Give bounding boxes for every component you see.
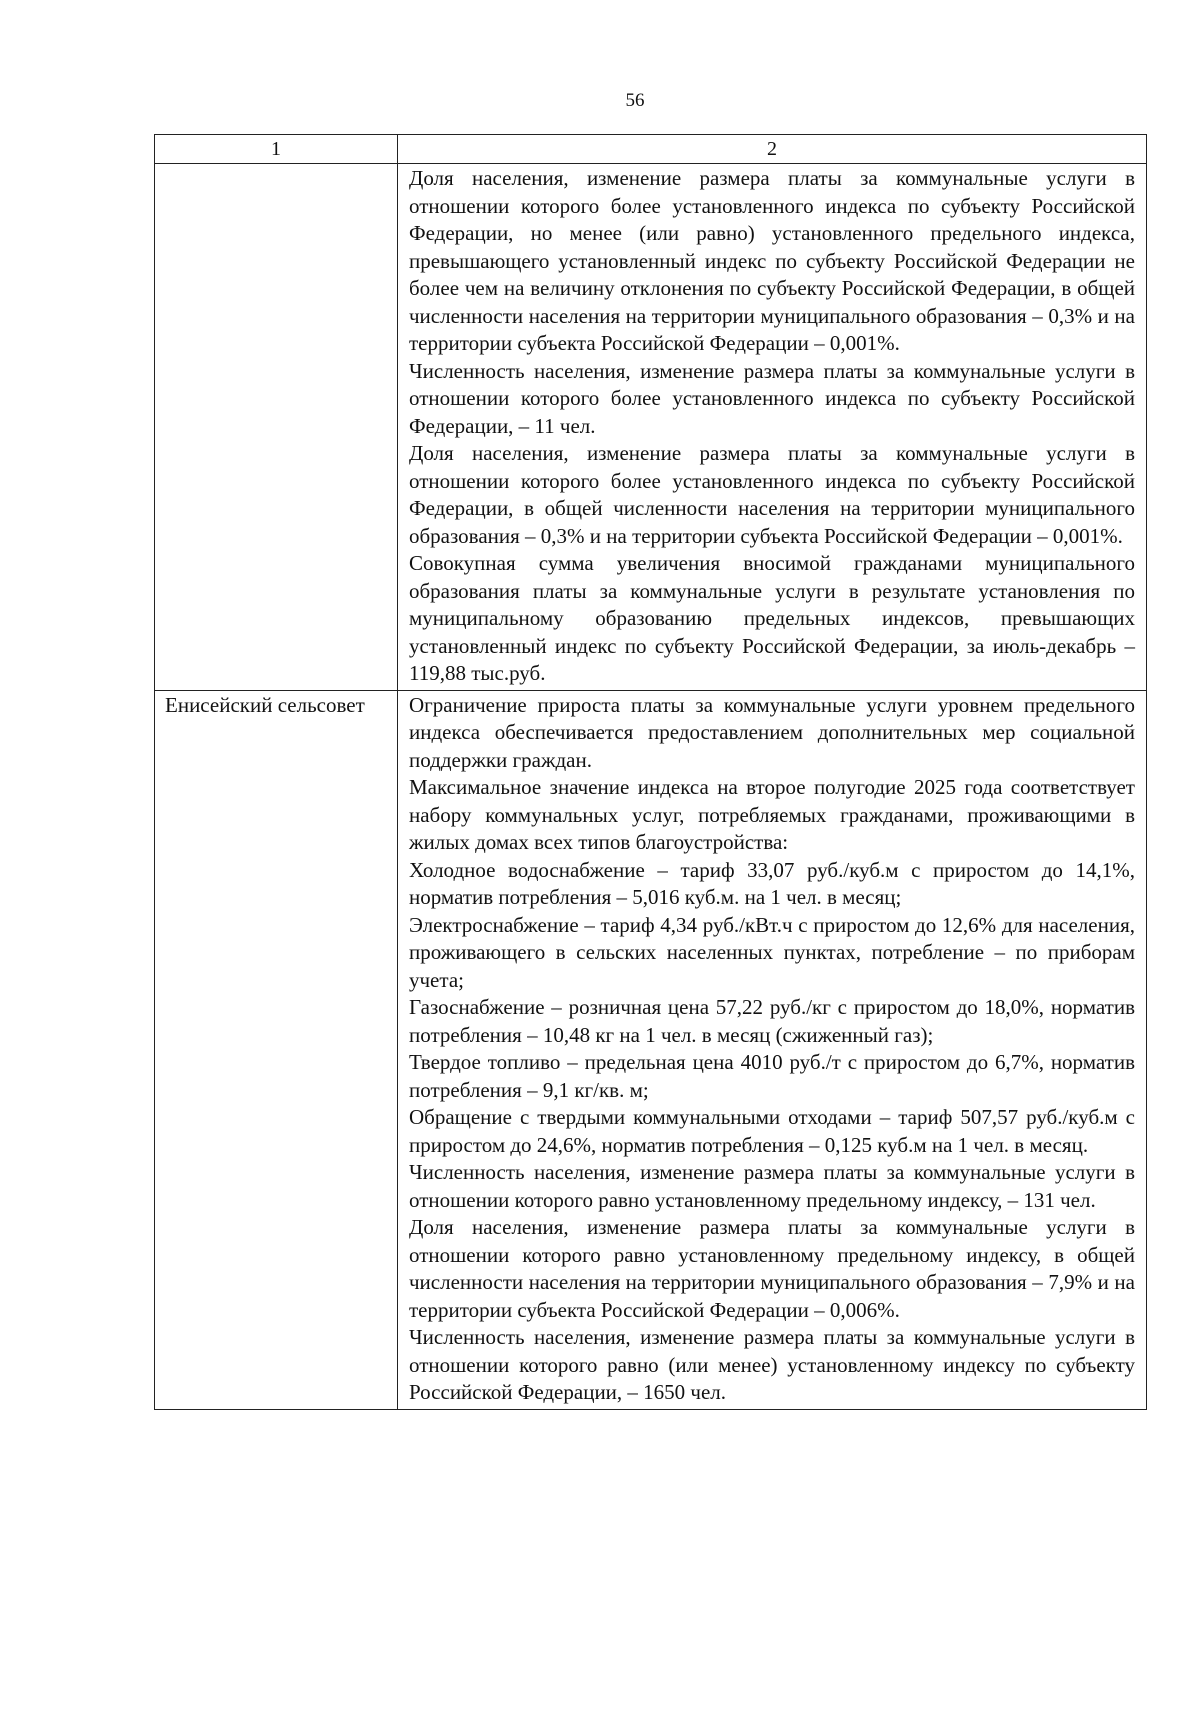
paragraph: Численность населения, изменение размера платы за коммунальные услуги в отношении которого равно установленному предельному индексу, – 131 чел. — [409, 1160, 1135, 1212]
table-row — [155, 690, 1147, 1409]
column-header-2: 2 — [398, 135, 1147, 164]
row-content — [398, 690, 1147, 1409]
data-table — [154, 134, 1147, 1410]
row-label: Енисейский сельсовет — [155, 690, 398, 1409]
paragraph: Доля населения, изменение размера платы за коммунальные услуги в отношении которого равно установленному предельному индексу, в общей численности населения на территории муниципального образования – 7,9% и на территории субъекта Российской Федерации – 0,006%. — [409, 1215, 1135, 1322]
paragraph: Электроснабжение – тариф 4,34 руб./кВт.ч с приростом до 12,6% для населения, проживающего в сельских населенных пунктах, потребление – по приборам учета; — [409, 912, 1135, 992]
paragraph: Твердое топливо – предельная цена 4010 руб./т с приростом до 6,7%, норматив потребления – 9,1 кг/кв. м; — [409, 1050, 1135, 1102]
paragraph: Численность населения, изменение размера платы за коммунальные услуги в отношении которого более установленного индекса по субъекту Российской Федерации, – 11 чел. — [409, 358, 1135, 438]
table-row — [155, 164, 1147, 691]
paragraph: Максимальное значение индекса на второе полугодие 2025 года соответствует набору коммунальных услуг, потребляемых гражданами, проживающими в жилых домах всех типов благоустройства: — [409, 775, 1135, 854]
paragraph: Доля населения, изменение размера платы за коммунальные услуги в отношении которого более установленного индекса по субъекту Российской Федерации, в общей численности населения на территории муниципального образования – 0,3% и на территории субъекта Российской Федерации – 0,001%. — [409, 441, 1135, 548]
paragraph: Обращение с твердыми коммунальными отходами – тариф 507,57 руб./куб.м с приростом до 24,6%, норматив потребления – 0,125 куб.м на 1 чел. в месяц. — [409, 1105, 1135, 1157]
row-content — [398, 164, 1147, 691]
table-header-row — [155, 135, 1147, 164]
page-number: 56 — [625, 90, 645, 111]
paragraph: Холодное водоснабжение – тариф 33,07 руб./куб.м с приростом до 14,1%, норматив потребления – 5,016 куб.м. на 1 чел. в месяц; — [409, 857, 1135, 909]
paragraph: Ограничение прироста платы за коммунальные услуги уровнем предельного индекса обеспечивается предоставлением дополнительных мер социальной поддержки граждан. — [409, 692, 1135, 772]
row-label — [155, 164, 398, 691]
paragraph: Газоснабжение – розничная цена 57,22 руб./кг с приростом до 18,0%, норматив потребления – 10,48 кг на 1 чел. в месяц (сжиженный газ); — [409, 995, 1135, 1047]
paragraph: Доля населения, изменение размера платы за коммунальные услуги в отношении которого более установленного индекса по субъекту Российской Федерации, но менее (или равно) установленного предельного индекса, превышающего установленный индекс по субъекту Российской Федерации не более чем на величину отклонения по субъекту Российской Федерации, в общей численности населения на территории муниципального образования – 0,3% и на территории субъекта Российской Федерации – 0,001%. — [409, 166, 1135, 355]
paragraph: Численность населения, изменение размера платы за коммунальные услуги в отношении которого равно (или менее) установленному индексу по субъекту Российской Федерации, – 1650 чел. — [409, 1325, 1135, 1404]
column-header-1: 1 — [155, 135, 398, 164]
paragraph: Совокупная сумма увеличения вносимой гражданами муниципального образования платы за коммунальные услуги в результате установления по муниципальному образованию предельных индексов, превышающих установленный индекс по субъекту Российской Федерации, за июль-декабрь – 119,88 тыс.руб. — [409, 551, 1135, 685]
